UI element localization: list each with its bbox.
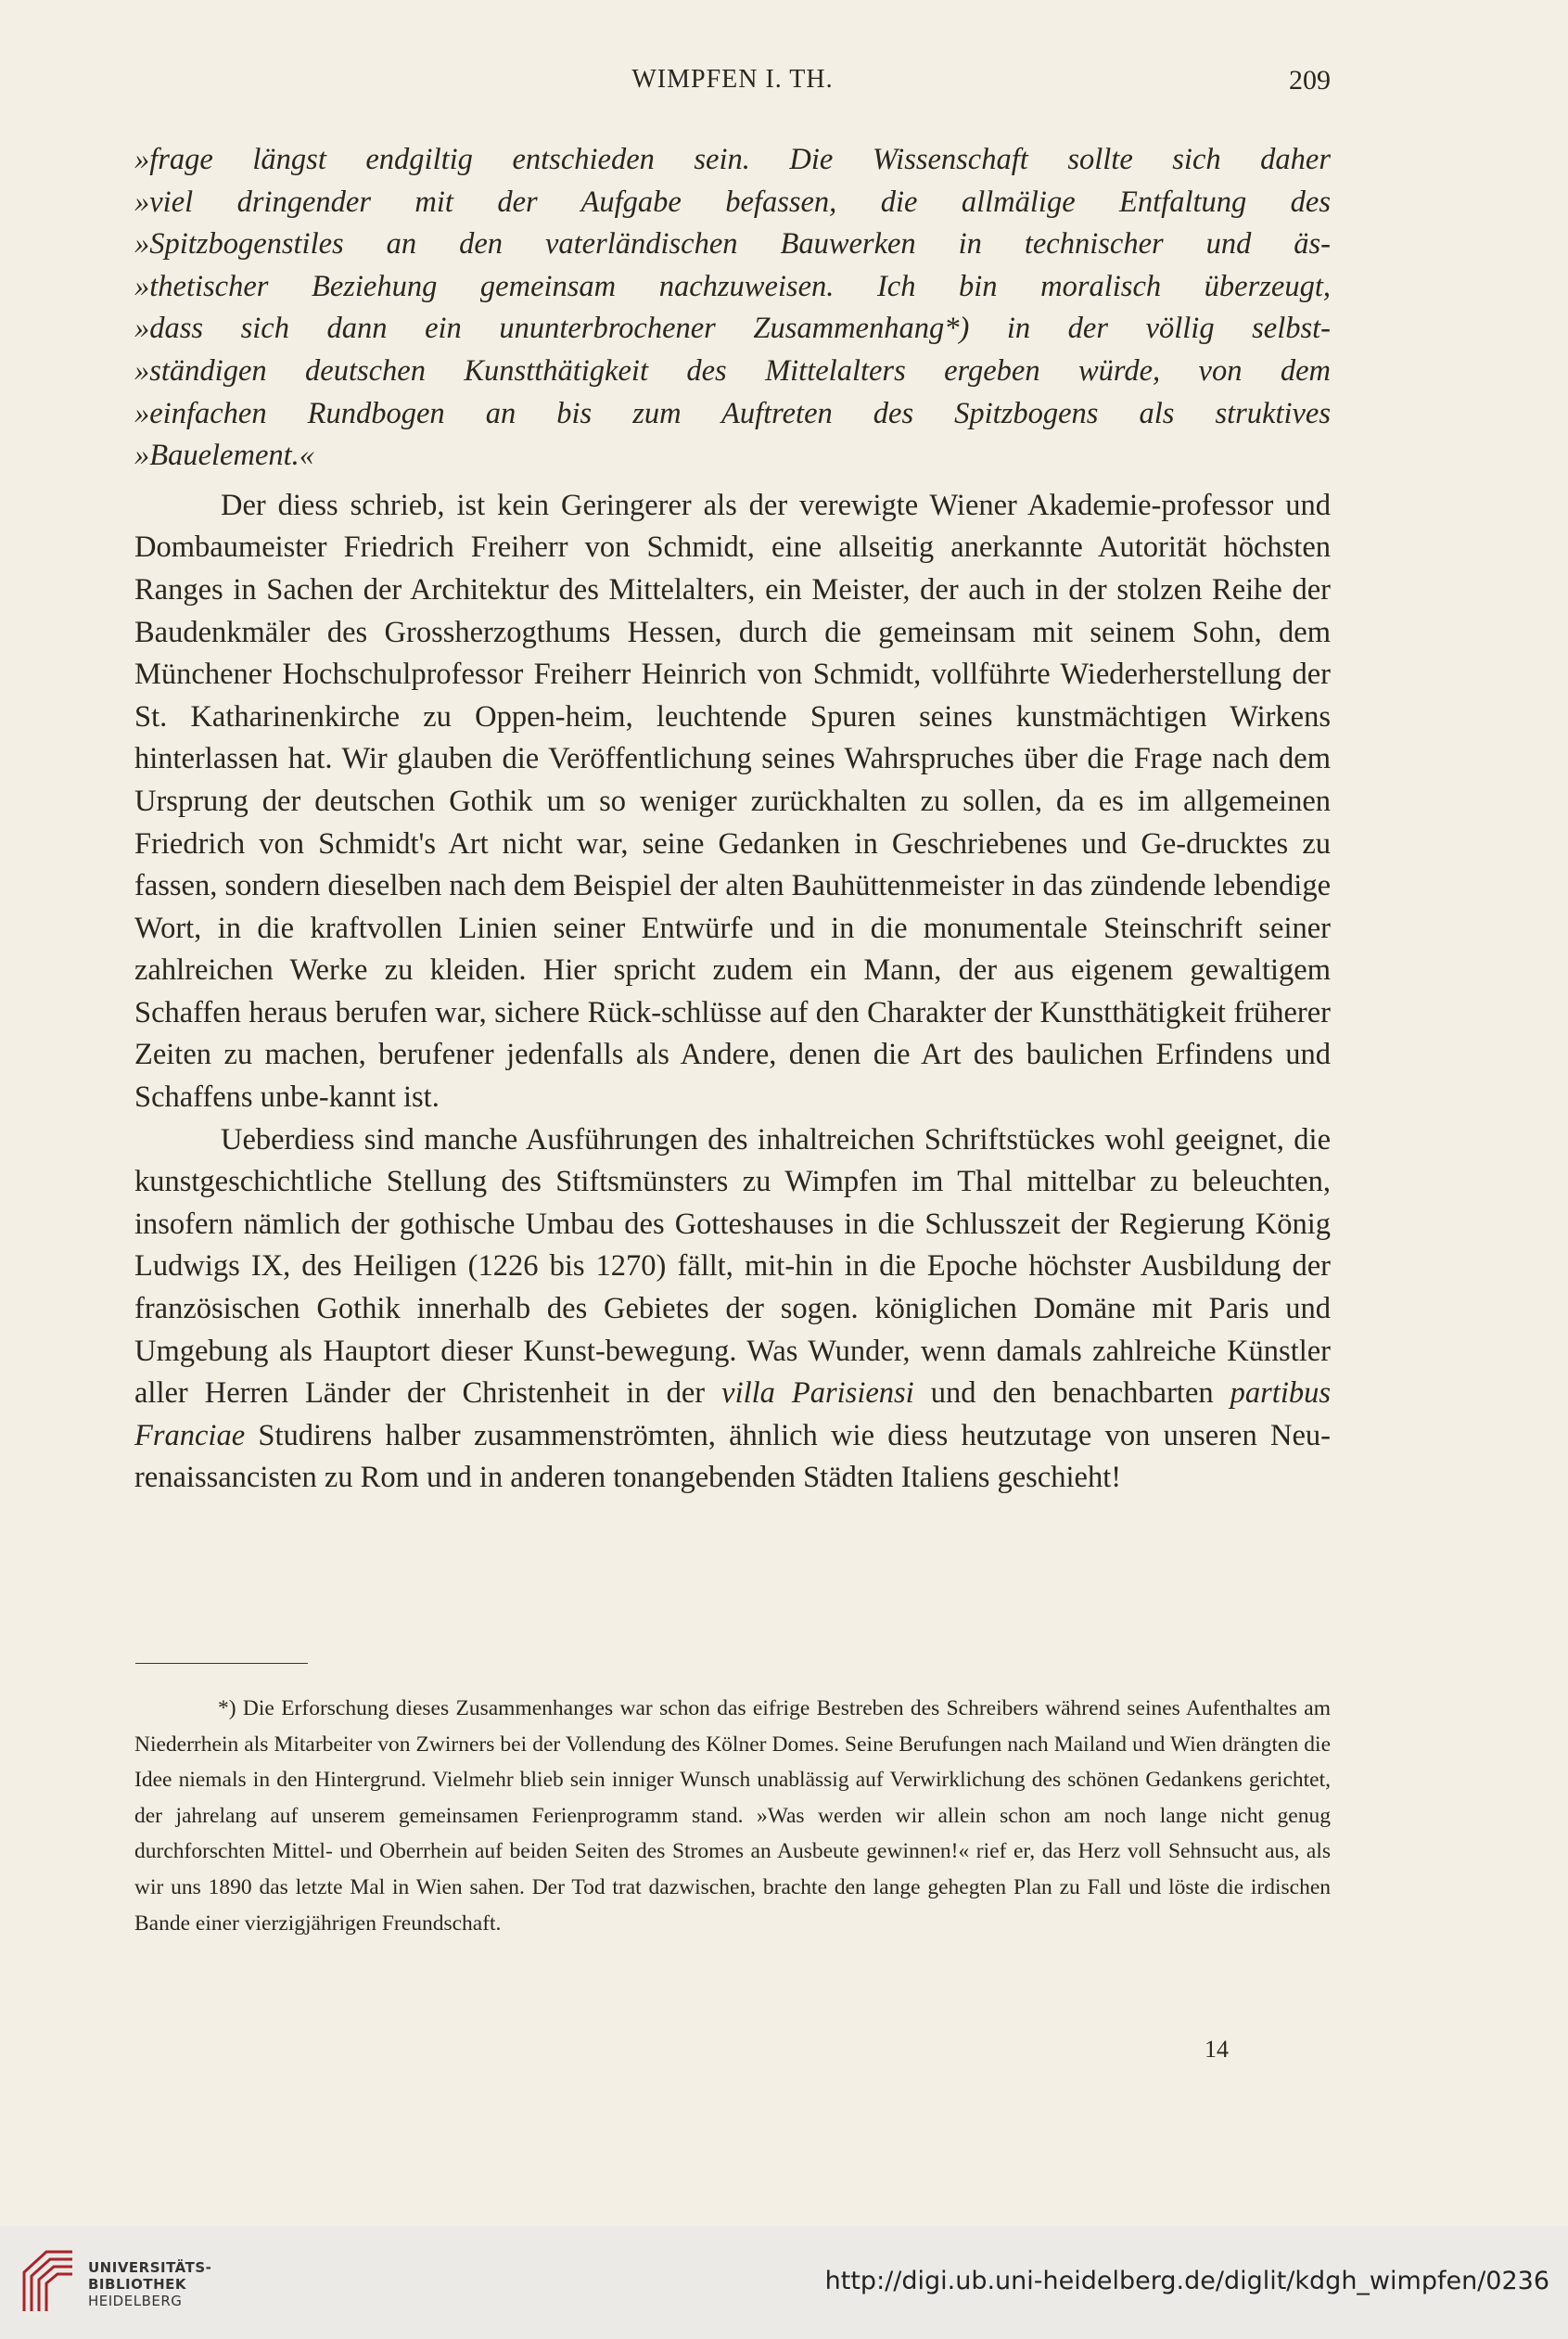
quote-block [134, 139, 1331, 478]
quote-line: »ständigen deutschen Kunstthätigkeit des Mittelalters ergeben würde, von dem [134, 353, 1331, 388]
library-name [88, 2259, 211, 2309]
running-head [134, 65, 1331, 111]
paragraph-2-part-3: Studirens halber zusammenströmten, ähnlich wie diess heutzutage von unseren Neu-renaissancisten zu Rom und in anderen tonangebenden Städten Italiens geschieht! [134, 1418, 1331, 1495]
quote-line: »frage längst endgiltig entschieden sein. Die Wissenschaft sollte sich daher [134, 143, 1331, 176]
italic-villa-parisiensi: villa Parisiensi [721, 1376, 914, 1411]
footnote: *) Die Erforschung dieses Zusammenhanges war schon das eifrige Bestreben des Schreibers während seines Aufenthaltes am Niederrhein als Mitarbeiter von Zwirners bei der Vollendung des Kölner Domes. Seine Berufungen nach Mailand und Wien drängten die Idee niemals in den Hintergrund. Vielmehr blieb sein inniger Wunsch unablässig auf Verwirklichung des schönen Gedankens gerichtet, der jahrelang auf unserem gemeinsamen Ferienprogramm stand. »Was werden wir allein schon am noch lange nicht genug durchforschten Mittel- und Oberrhein auf beiden Seiten des Stromes an Ausbeute gewinnen!« rief er, das Herz voll Sehnsucht aus, als wir uns 1890 das letzte Mal in Wien sahen. Der Tod trat dazwischen, brachte den lange gehegten Plan zu Fall und löste die irdischen Bande einer vierzigjährigen Freundschaft. [134, 1696, 1331, 1936]
quote-line: »viel dringender mit der Aufgabe befassen, die allmälige Entfaltung des [134, 185, 1331, 219]
library-line-1: UNIVERSITÄTS- [88, 2259, 212, 2276]
paragraph-2-part-2: und den benachbarten [913, 1376, 1230, 1411]
quote-line: »thetischer Beziehung gemeinsam nachzuweisen. Ich bin moralisch überzeugt, [134, 269, 1331, 303]
footnote-rule [135, 1663, 308, 1664]
quote-line: »Bauelement.« [134, 439, 315, 473]
italic-partibus-franciae: partibus Franciae [134, 1376, 1331, 1452]
paragraph-2 [134, 1119, 1331, 1500]
paragraph-2-part-1: Ueberdiess sind manche Ausführungen des inhaltreichen Schriftstückes wohl geeignet, die kunstgeschichtliche Stellung des Stiftsmünsters zu Wimpfen im Thal mittelbar zu beleuchten, insofern nämlich der gothische Umbau des Gotteshauses in die Schlusszeit der Regierung König Ludwigs IX, des Heiligen (1226 bis 1270) fällt, mit-hin in die Epoche höchster Ausbildung der französischen Gothik innerhalb des Gebietes der sogen. königlichen Domäne mit Paris und Umgebung als Hauptort dieser Kunst-bewegung. Was Wunder, wenn damals zahlreiche Künstler aller Herren Länder der Christenheit in der [134, 1122, 1331, 1411]
quote-line: »dass sich dann ein ununterbrochener Zusammenhang*) in der völlig selbst- [134, 312, 1331, 346]
source-url[interactable]: http://digi.ub.uni-heidelberg.de/diglit/kdgh_wimpfen/0236 [824, 2267, 1549, 2295]
page-number: 209 [1289, 65, 1331, 96]
body-text [134, 139, 1331, 1500]
library-line-2: BIBLIOTHEK [88, 2276, 186, 2293]
library-line-3: HEIDELBERG [88, 2293, 183, 2309]
footnotes [134, 1691, 1331, 1941]
signature-mark: 14 [1205, 2036, 1229, 2063]
running-title: WIMPFEN I. TH. [631, 65, 834, 94]
quote-line: »Spitzbogenstiles an den vaterländischen Bauwerken in technischer und äs- [134, 227, 1331, 262]
library-logo-icon[interactable] [19, 2246, 78, 2317]
paragraph-1: Der diess schrieb, ist kein Geringerer als der verewigte Wiener Akademie-professor und Dombaumeister Friedrich Freiherr von Schmidt, eine allseitig anerkannte Autorität höchsten Ranges in Sachen der Architektur des Mittelalters, ein Meister, der auch in der stolzen Reihe der Baudenkmäler des Grossherzogthums Hessen, durch die gemeinsam mit seinem Sohn, dem Münchener Hochschulprofessor Freiherr Heinrich von Schmidt, vollführte Wiederherstellung der St. Katharinenkirche zu Oppen-heim, leuchtende Spuren seines kunstmächtigen Wirkens hinterlassen hat. Wir glauben die Veröffentlichung seines Wahrspruches über die Frage nach dem Ursprung der deutschen Gothik um so weniger zurückhalten zu sollen, da es im allgemeinen Friedrich von Schmidt's Art nicht war, seine Gedanken in Geschriebenes und Ge-drucktes zu fassen, sondern dieselben nach dem Beispiel der alten Bauhüttenmeister in das zündende lebendige Wort, in die kraftvollen Linien seiner Entwürfe und in die monumentale Steinschrift seiner zahlreichen Werke zu kleiden. Hier spricht zudem ein Mann, der aus eigenem gewaltigem Schaffen heraus berufen war, sichere Rück-schlüsse auf den Charakter der Kunstthätigkeit früherer Zeiten zu machen, berufener jedenfalls als Andere, denen die Art des baulichen Erfindens und Schaffens unbe-kannt ist. [134, 488, 1331, 1115]
footer-bar [0, 2226, 1568, 2339]
quote-line: »einfachen Rundbogen an bis zum Auftreten des Spitzbogens als struktives [134, 396, 1331, 430]
